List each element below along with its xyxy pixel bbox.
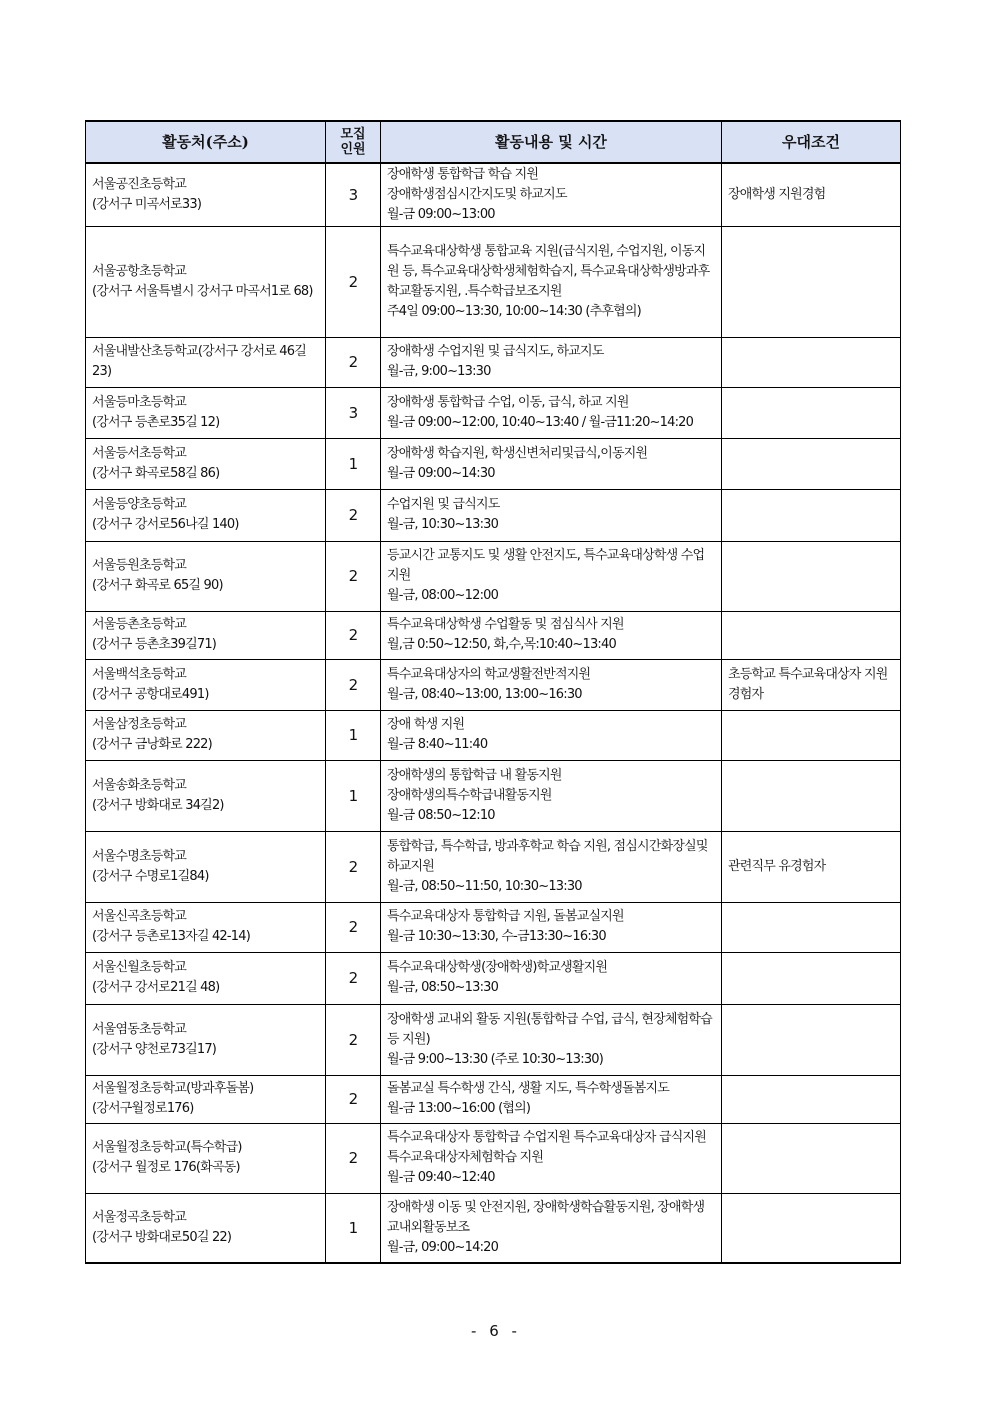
cell-place <box>86 1123 326 1193</box>
activity-line: 월-금 9:00~13:30 (주로 10:30~13:30) <box>387 1051 604 1067</box>
cell-place <box>86 438 326 489</box>
place-line: (강서구 금낭화로 222) <box>92 737 212 752</box>
activity-line: 특수교육대상학생 수업활동 및 점심식사 지원 <box>387 617 624 632</box>
activity-line: 주4일 09:00~13:30, 10:00~14:30 (추후협의) <box>387 303 641 319</box>
activity-line: 장애학생점심시간지도및 하교지도 <box>387 186 567 202</box>
place-line: (강서구 양천로73길17) <box>92 1041 217 1057</box>
activity-line: 월-금, 10:30~13:30 <box>387 517 499 532</box>
activity-line: 월-금 08:50~12:10 <box>387 807 495 823</box>
cell-activity <box>381 902 722 952</box>
page-number: - 6 - <box>471 1322 521 1340</box>
place-line: (강서구월정로176) <box>92 1101 194 1116</box>
cell-preference <box>722 902 901 952</box>
cell-recruit-count: 2 <box>326 226 381 337</box>
place-line: (강서구 방화대로 34길2) <box>92 797 224 813</box>
table-row <box>86 1004 901 1075</box>
place-line: (강서구 방화대로50길 22) <box>92 1229 232 1245</box>
cell-preference <box>722 952 901 1004</box>
cell-activity <box>381 659 722 710</box>
place-line: 서울등양초등학교 <box>92 497 187 512</box>
place-line: (강서구 강서로21길 48) <box>92 980 220 995</box>
table-row <box>86 337 901 387</box>
activity-line: 월-금 09:00~13:00 <box>387 206 495 222</box>
header-count-line1: 모집 <box>340 127 366 142</box>
cell-preference <box>722 489 901 541</box>
cell-place <box>86 760 326 831</box>
cell-place <box>86 489 326 541</box>
activity-line: 장애학생 이동 및 안전지원, 장애학생학습활동지원, 장애학생교내외활동보조 <box>387 1199 705 1235</box>
cell-place <box>86 611 326 659</box>
table-row <box>86 163 901 226</box>
table-row <box>86 831 901 902</box>
cell-activity <box>381 611 722 659</box>
place-line: 서울삼정초등학교 <box>92 717 187 732</box>
activity-line: 특수교육대상학생 통합교육 지원(급식지원, 수업지원, 이동지원 등, 특수교육대상학생체험학습지, 특수교육대상학생방과후학교활동지원, .특수학급보조지원 <box>387 243 710 299</box>
cell-recruit-count: 1 <box>326 438 381 489</box>
cell-activity <box>381 952 722 1004</box>
activity-line: 장애학생 학습지원, 학생신변처리및급식,이동지원 <box>387 445 648 461</box>
cell-recruit-count: 2 <box>326 659 381 710</box>
activity-line: 장애학생의 통합학급 내 활동지원 <box>387 767 562 783</box>
table-row <box>86 226 901 337</box>
cell-activity <box>381 541 722 611</box>
table-row <box>86 1075 901 1123</box>
cell-preference <box>722 611 901 659</box>
table-body <box>86 163 901 1263</box>
place-line: 서울염동초등학교 <box>92 1021 187 1037</box>
cell-place <box>86 541 326 611</box>
activity-line: 장애학생의특수학급내활동지원 <box>387 787 552 803</box>
place-line: (강서구 월정로 176(화곡동) <box>92 1160 240 1175</box>
header-preference: 우대조건 <box>722 121 901 163</box>
cell-recruit-count: 2 <box>326 1123 381 1193</box>
cell-place <box>86 163 326 226</box>
place-line: 서울등마초등학교 <box>92 394 187 410</box>
cell-place <box>86 710 326 760</box>
place-line: 서울공항초등학교 <box>92 263 187 279</box>
cell-recruit-count: 2 <box>326 1075 381 1123</box>
cell-recruit-count: 2 <box>326 902 381 952</box>
place-line: (강서구 강서로56나길 140) <box>92 517 239 532</box>
place-line: 서울신월초등학교 <box>92 960 187 975</box>
cell-activity <box>381 1193 722 1263</box>
cell-place <box>86 337 326 387</box>
recruitment-table <box>85 120 901 1264</box>
place-line: 서울송화초등학교 <box>92 777 187 793</box>
cell-activity <box>381 1004 722 1075</box>
place-line: 서울월정초등학교(방과후돌봄) <box>92 1081 254 1096</box>
place-line: 서울등촌초등학교 <box>92 617 187 632</box>
cell-activity <box>381 387 722 438</box>
cell-activity <box>381 226 722 337</box>
cell-preference <box>722 1075 901 1123</box>
cell-recruit-count: 2 <box>326 1004 381 1075</box>
table-row <box>86 952 901 1004</box>
activity-line: 월-금, 08:00~12:00 <box>387 588 499 603</box>
table-row <box>86 489 901 541</box>
table-row <box>86 659 901 710</box>
cell-preference: 장애학생 지원경험 <box>722 163 901 226</box>
place-line: (강서구 공항대로491) <box>92 686 209 702</box>
cell-recruit-count: 2 <box>326 952 381 1004</box>
activity-line: 월-금, 09:00~14:20 <box>387 1239 499 1255</box>
place-line: (강서구 화곡로58길 86) <box>92 465 220 481</box>
activity-line: 월-금 09:00~14:30 <box>387 465 495 481</box>
activity-line: 장애 학생 지원 <box>387 717 465 732</box>
activity-line: 월-금, 08:40~13:00, 13:00~16:30 <box>387 686 582 702</box>
table-header-row <box>86 121 901 163</box>
cell-place <box>86 226 326 337</box>
cell-place <box>86 1193 326 1263</box>
place-line: (강서구 등촌초39길71) <box>92 637 217 652</box>
cell-activity <box>381 337 722 387</box>
activity-line: 월-금 09:00~12:00, 10:40~13:40 / 월-금11:20~14:20 <box>387 414 694 430</box>
cell-place <box>86 387 326 438</box>
cell-place <box>86 1004 326 1075</box>
activity-line: 월-금, 9:00~13:30 <box>387 364 491 379</box>
place-line: (강서구 등촌로35길 12) <box>92 414 220 430</box>
activity-line: 월-금 8:40~11:40 <box>387 737 488 752</box>
activity-line: 월-금 10:30~13:30, 수-금13:30~16:30 <box>387 929 606 944</box>
activity-line: 특수교육대상자 통합학급 수업지원 특수교육대상자 급식지원 특수교육대상자체험학습 지원 <box>387 1130 707 1165</box>
cell-activity <box>381 831 722 902</box>
table-row <box>86 902 901 952</box>
cell-place <box>86 1075 326 1123</box>
cell-recruit-count: 1 <box>326 710 381 760</box>
cell-place <box>86 902 326 952</box>
activity-line: 특수교육대상자 통합학급 지원, 돌봄교실지원 <box>387 909 624 924</box>
cell-recruit-count: 2 <box>326 337 381 387</box>
cell-recruit-count: 3 <box>326 163 381 226</box>
cell-preference <box>722 1123 901 1193</box>
activity-line: 월-금, 08:50~13:30 <box>387 980 499 995</box>
cell-preference <box>722 541 901 611</box>
table-row <box>86 541 901 611</box>
place-line: 서울정곡초등학교 <box>92 1209 187 1225</box>
activity-line: 월-금, 08:50~11:50, 10:30~13:30 <box>387 878 582 894</box>
table-row <box>86 710 901 760</box>
cell-place <box>86 831 326 902</box>
table-row <box>86 1123 901 1193</box>
cell-place <box>86 952 326 1004</box>
cell-preference: 초등학교 특수교육대상자 지원 경험자 <box>722 659 901 710</box>
activity-line: 돌봄교실 특수학생 간식, 생활 지도, 특수학생돌봄지도 <box>387 1081 670 1096</box>
cell-activity <box>381 760 722 831</box>
table-row <box>86 1193 901 1263</box>
cell-recruit-count: 2 <box>326 611 381 659</box>
place-line: 서울신곡초등학교 <box>92 909 187 924</box>
cell-preference <box>722 337 901 387</box>
place-line: 서울수명초등학교 <box>92 848 187 864</box>
place-line: (강서구 화곡로 65길 90) <box>92 578 223 593</box>
cell-activity <box>381 1075 722 1123</box>
activity-line: 특수교육대상학생(장애학생)학교생활지원 <box>387 960 608 975</box>
table-row <box>86 611 901 659</box>
cell-recruit-count: 2 <box>326 831 381 902</box>
cell-place <box>86 659 326 710</box>
cell-activity <box>381 438 722 489</box>
header-count-line2: 인원 <box>340 142 366 157</box>
place-line: 서울월정초등학교(특수학급) <box>92 1140 242 1155</box>
place-line: 서울등원초등학교 <box>92 558 187 573</box>
cell-preference <box>722 1193 901 1263</box>
cell-recruit-count: 1 <box>326 760 381 831</box>
activity-line: 장애학생 수업지원 및 급식지도, 하교지도 <box>387 344 604 359</box>
place-line: 서울백석초등학교 <box>92 666 187 682</box>
activity-line: 월-금 13:00~16:00 (협의) <box>387 1101 531 1116</box>
place-line: (강서구 미곡서로33) <box>92 196 202 212</box>
cell-preference: 관련직무 유경험자 <box>722 831 901 902</box>
cell-recruit-count: 2 <box>326 489 381 541</box>
activity-line: 특수교육대상자의 학교생활전반적지원 <box>387 666 591 682</box>
cell-activity <box>381 163 722 226</box>
place-line: 서울공진초등학교 <box>92 176 187 192</box>
activity-line: 장애학생 통합학급 수업, 이동, 급식, 하교 지원 <box>387 394 629 410</box>
activity-line: 장애학생 교내외 활동 지원(통합학급 수업, 급식, 현장체험학습 등 지원) <box>387 1011 712 1047</box>
place-line: 서울등서초등학교 <box>92 445 187 461</box>
activity-line: 등교시간 교통지도 및 생활 안전지도, 특수교육대상학생 수업지원 <box>387 548 705 583</box>
activity-line: 장애학생 통합학급 학습 지원 <box>387 166 539 182</box>
cell-preference <box>722 226 901 337</box>
cell-recruit-count: 3 <box>326 387 381 438</box>
place-line: 서울내발산초등학교(강서구 강서로 46길 23) <box>92 344 307 379</box>
cell-preference <box>722 710 901 760</box>
header-activity: 활동내용 및 시간 <box>381 121 722 163</box>
table-row <box>86 438 901 489</box>
table-row <box>86 387 901 438</box>
cell-preference <box>722 387 901 438</box>
cell-recruit-count: 1 <box>326 1193 381 1263</box>
cell-activity <box>381 1123 722 1193</box>
place-line: (강서구 서울특별시 강서구 마곡서1로 68) <box>92 283 313 299</box>
cell-recruit-count: 2 <box>326 541 381 611</box>
cell-activity <box>381 489 722 541</box>
activity-line: 월-금 09:40~12:40 <box>387 1170 495 1185</box>
place-line: (강서구 등촌로13자길 42-14) <box>92 929 250 944</box>
cell-preference <box>722 438 901 489</box>
activity-line: 월,금 0:50~12:50, 화,수,목:10:40~13:40 <box>387 637 616 652</box>
header-place: 활동처(주소) <box>86 121 326 163</box>
activity-line: 수업지원 및 급식지도 <box>387 497 500 512</box>
activity-line: 통합학급, 특수학급, 방과후학교 학습 지원, 점심시간화장실및하교지원 <box>387 838 708 874</box>
place-line: (강서구 수명로1길84) <box>92 868 209 884</box>
header-recruit-count <box>326 121 381 163</box>
cell-preference <box>722 760 901 831</box>
cell-preference <box>722 1004 901 1075</box>
table-row <box>86 760 901 831</box>
cell-activity <box>381 710 722 760</box>
